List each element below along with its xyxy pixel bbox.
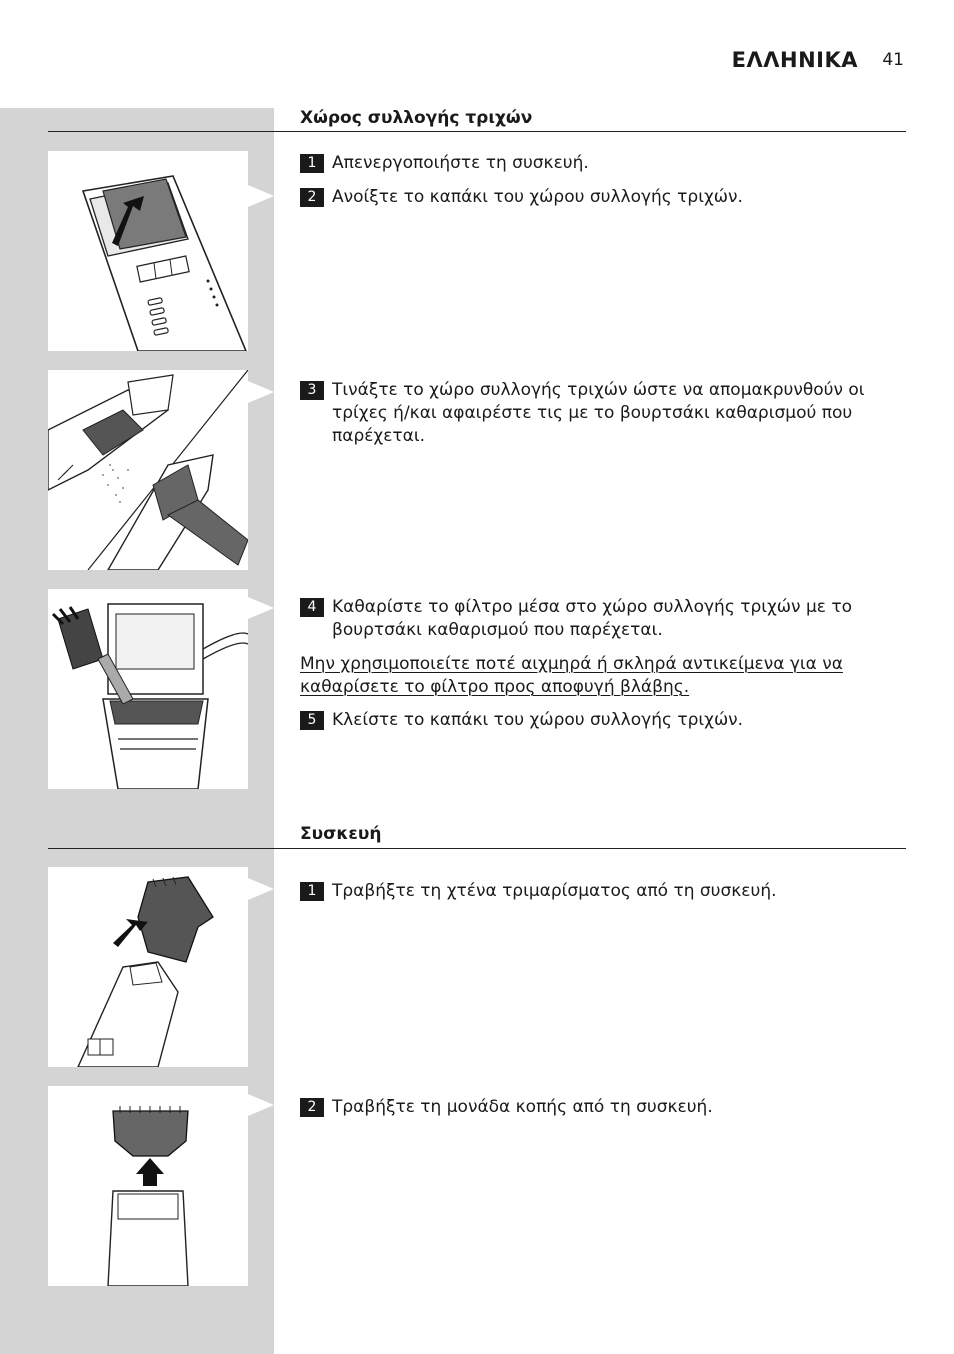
step-text: Τραβήξτε τη χτένα τριμαρίσματος από τη συσκευή.: [332, 881, 777, 901]
figure-pointer: [248, 381, 274, 403]
step-text: Ανοίξτε το καπάκι του χώρου συλλογής τριχών.: [332, 187, 743, 207]
step-item: [300, 152, 890, 175]
step-number: 1: [300, 882, 324, 901]
section-divider: [48, 131, 906, 132]
step-number: 2: [300, 188, 324, 207]
section-title-appliance: Συσκευή: [300, 824, 382, 844]
step-number: 2: [300, 1098, 324, 1117]
trimmer-open-lid-illustration: [48, 151, 248, 351]
step-number: 3: [300, 381, 324, 400]
figure-pointer: [248, 878, 274, 900]
figure-pointer: [248, 185, 274, 207]
language-header: ΕΛΛΗΝΙΚΑ: [731, 48, 858, 72]
step-text: Τινάξτε το χώρο συλλογής τριχών ώστε να απομακρυνθούν οι τρίχες ή/και αφαιρέστε τις με το βουρτσάκι καθαρισμού που παρέχεται.: [332, 380, 865, 446]
warning-note: [300, 653, 860, 699]
step-text: Απενεργοποιήστε τη συσκευή.: [332, 153, 589, 173]
filter-brush-illustration: [48, 589, 248, 789]
step-text: Κλείστε το καπάκι του χώρου συλλογής τριχών.: [332, 710, 744, 730]
figure-pointer: [248, 1094, 274, 1116]
page-number: 41: [882, 50, 904, 70]
step-text: Καθαρίστε το φίλτρο μέσα στο χώρο συλλογής τριχών με το βουρτσάκι καθαρισμού που παρέχεται.: [332, 597, 852, 640]
step-item: [300, 596, 890, 642]
step-item: [300, 379, 890, 448]
section-divider: [48, 848, 906, 849]
trimmer-shake-clean-illustration: [48, 370, 248, 570]
step-item: [300, 186, 890, 209]
step-number: 5: [300, 711, 324, 730]
step-item: [300, 709, 890, 732]
step-item: [300, 880, 890, 903]
step-number: 1: [300, 154, 324, 173]
remove-comb-illustration: [48, 867, 248, 1067]
step-text: Τραβήξτε τη μονάδα κοπής από τη συσκευή.: [332, 1097, 713, 1117]
step-item: [300, 1096, 890, 1119]
remove-cutting-unit-illustration: [48, 1086, 248, 1286]
step-number: 4: [300, 598, 324, 617]
figure-pointer: [248, 597, 274, 619]
warning-text: Μην χρησιμοποιείτε ποτέ αιχμηρά ή σκληρά αντικείμενα για να καθαρίσετε το φίλτρο προς αποφυγή βλάβης.: [300, 654, 843, 697]
section-title-hair-chamber: Χώρος συλλογής τριχών: [300, 108, 533, 128]
